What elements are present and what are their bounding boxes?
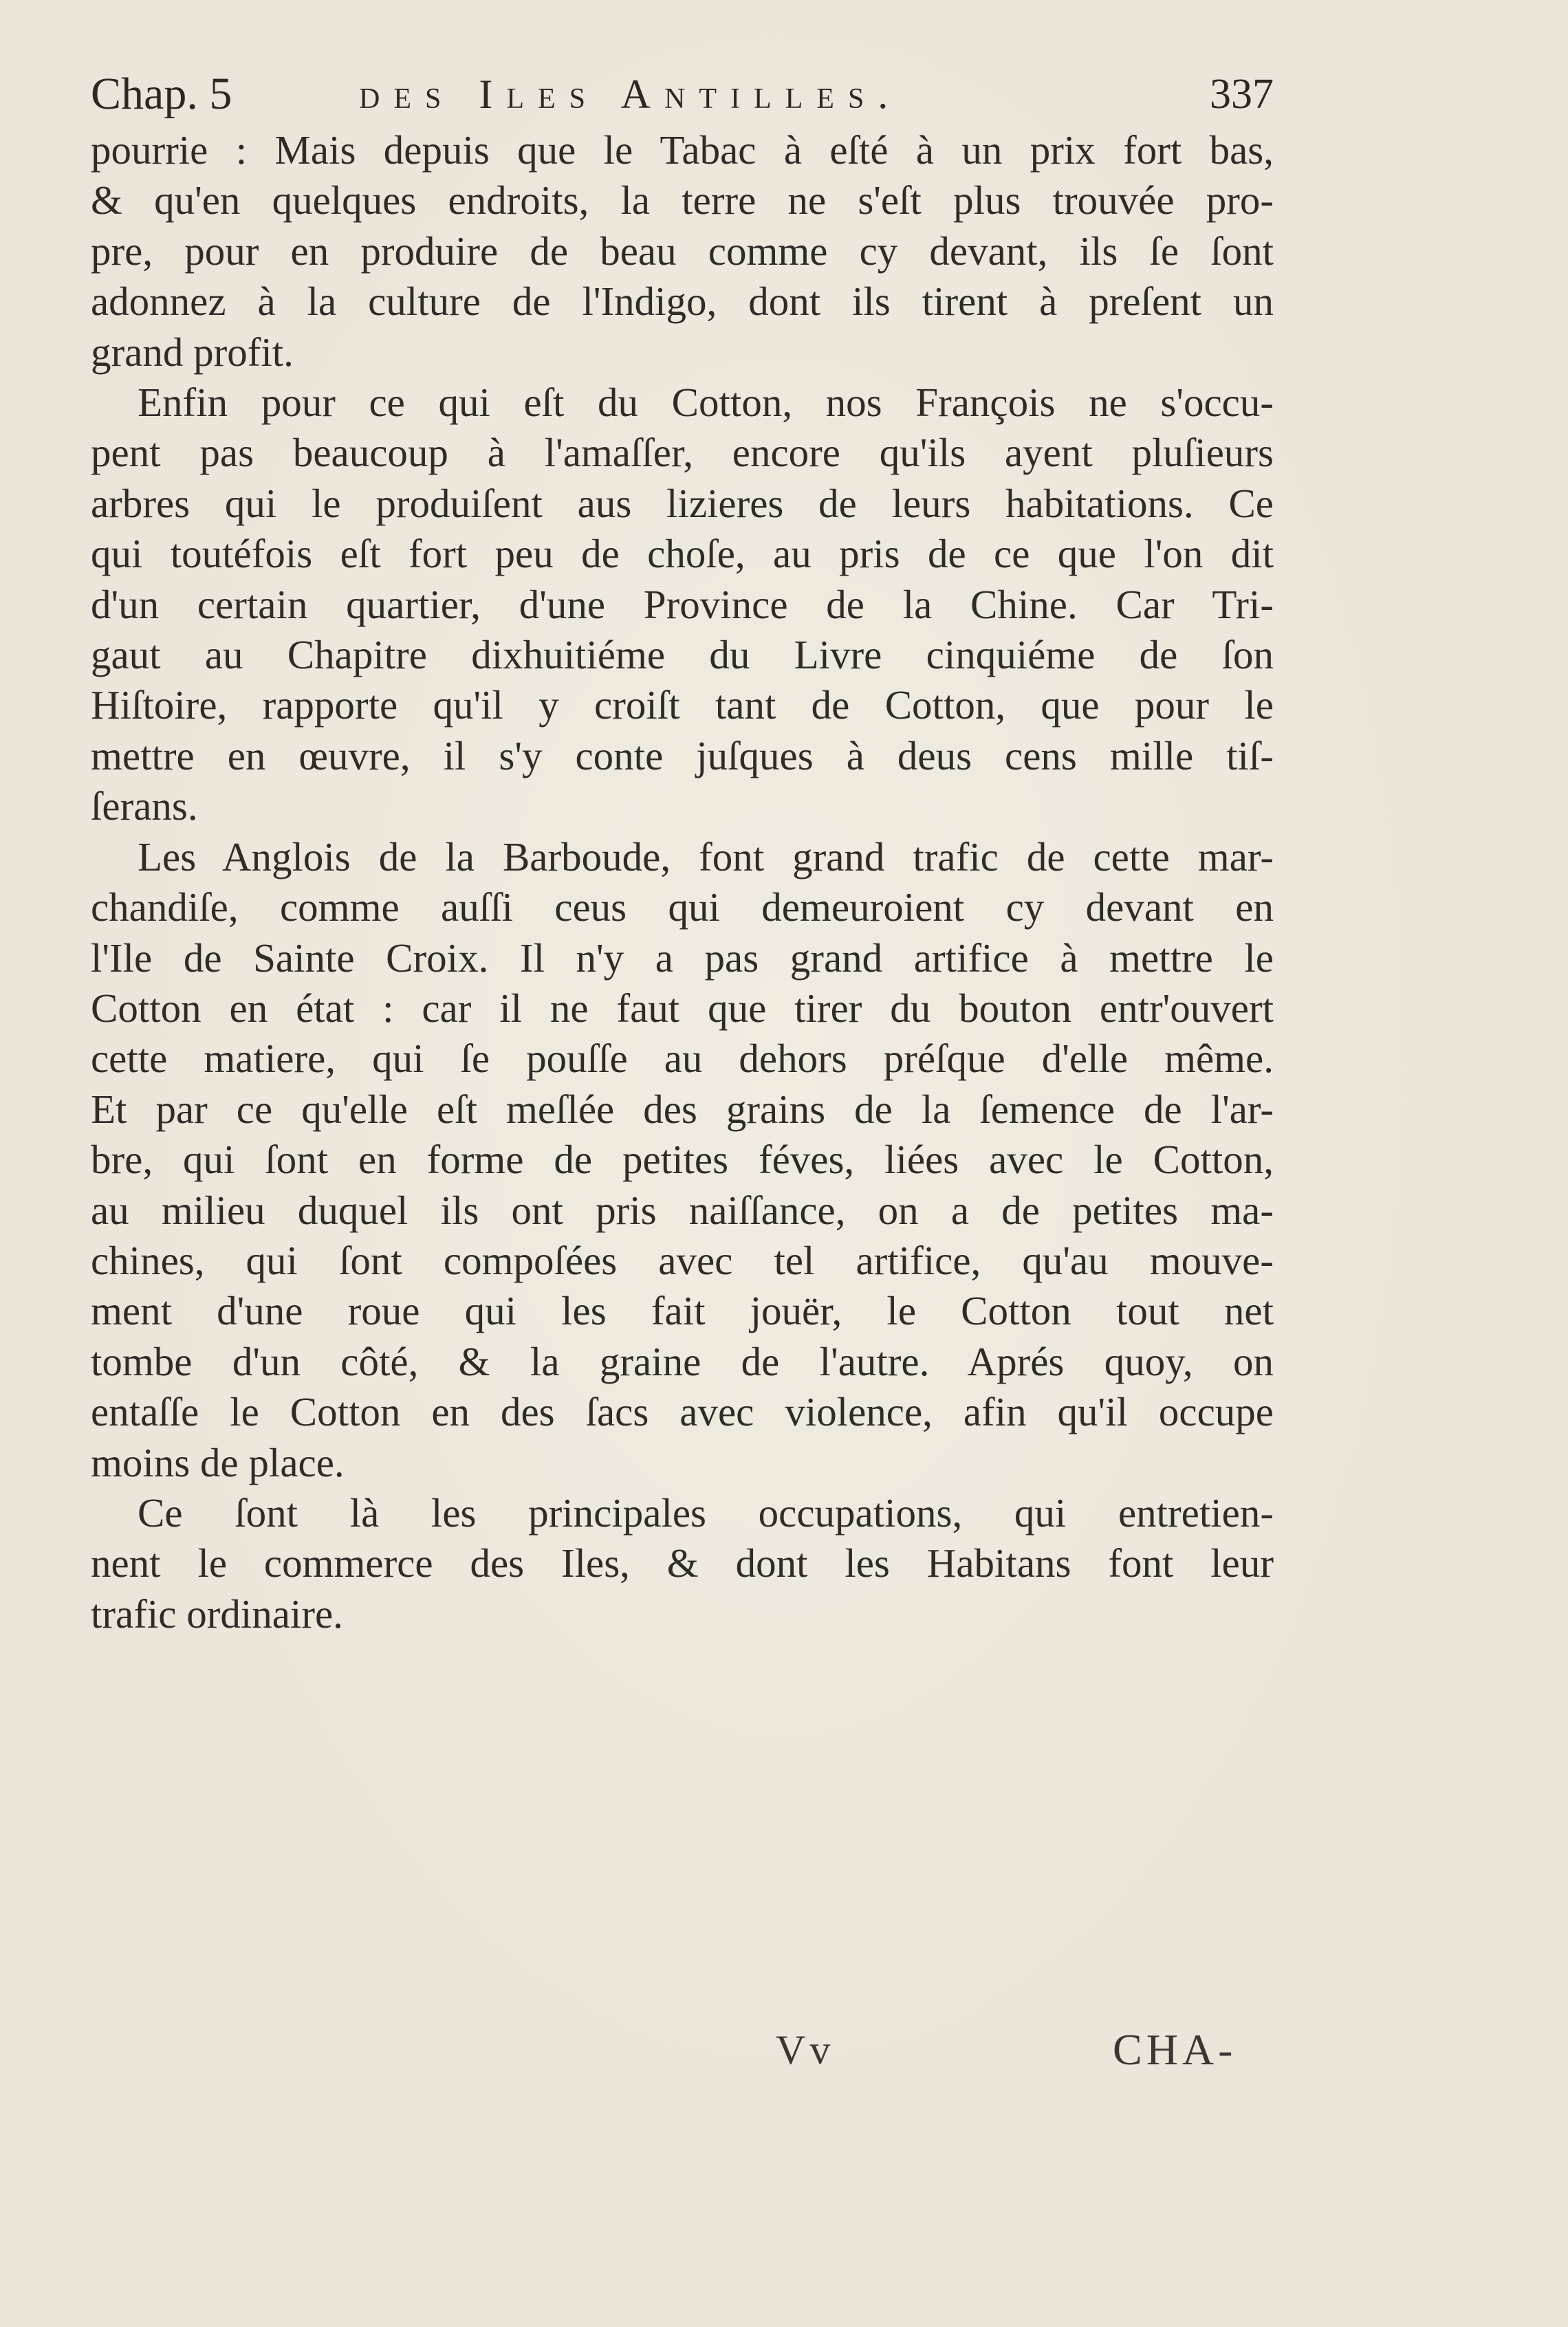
paragraph [91, 125, 1274, 378]
text-line: Et par ce qu'elle eſt meſlée des grains de la ſemence de l'ar- [91, 1086, 1274, 1132]
text-line: tombe d'un côté, & la graine de l'autre. Aprés quoy, on [91, 1338, 1274, 1384]
paragraph [91, 378, 1274, 832]
text-line: bre, qui ſont en forme de petites féves, liées avec le Cotton, [91, 1137, 1274, 1183]
text-line: qui toutéfois eſt fort peu de choſe, au pris de ce que l'on dit [91, 531, 1274, 577]
signature-mark: Vv [776, 2027, 835, 2073]
paragraph [91, 1488, 1274, 1639]
text-line: Hiſtoire, rapporte qu'il y croiſt tant de Cotton, que pour le [91, 682, 1274, 728]
text-line: Cotton en état : car il ne faut que tirer du bouton entr'ouvert [91, 985, 1274, 1031]
body-text [91, 125, 1274, 1639]
text-line: nent le commerce des Iles, & dont les Habitans font leur [91, 1540, 1274, 1586]
text-line: gaut au Chapitre dixhuitiéme du Livre cinquiéme de ſon [91, 632, 1274, 678]
text-line: l'Ile de Sainte Croix. Il n'y a pas grand artifice à mettre le [91, 935, 1274, 981]
running-head [91, 63, 1274, 125]
text-line: d'un certain quartier, d'une Province de la Chine. Car Tri- [91, 581, 1274, 627]
text-line: mettre en œuvre, il s'y conte juſques à deus cens mille tiſ- [91, 732, 1274, 778]
page-number: 337 [1210, 71, 1274, 118]
chapter-label: Chap. 5 [91, 69, 232, 119]
text-line: cette matiere, qui ſe pouſſe au dehors préſque d'elle même. [91, 1036, 1274, 1082]
running-title: des Iles Antilles. [359, 72, 902, 117]
catchword: CHA- [1113, 2025, 1237, 2074]
text-line: ment d'une roue qui les fait jouër, le Cotton tout net [91, 1288, 1274, 1334]
text-line: chandiſe, comme auſſi ceus qui demeuroient cy devant en [91, 884, 1274, 930]
text-line: arbres qui le produiſent aus lizieres de leurs habitations. Ce [91, 480, 1274, 526]
text-line: adonnez à la culture de l'Indigo, dont ils tirent à preſent un [91, 278, 1274, 325]
text-line: Enfin pour ce qui eſt du Cotton, nos François ne s'occu- [138, 380, 1274, 426]
page-footer [0, 2019, 1568, 2081]
text-line: pre, pour en produire de beau comme cy devant, ils ſe ſont [91, 228, 1274, 274]
paragraph [91, 832, 1274, 1488]
text-line: ſerans. [91, 783, 198, 829]
text-line: Les Anglois de la Barboude, font grand trafic de cette mar- [138, 833, 1274, 880]
text-line: pourrie : Mais depuis que le Tabac à eſté à un prix fort bas, [91, 127, 1274, 173]
text-line: chines, qui ſont compoſées avec tel artifice, qu'au mouve- [91, 1237, 1274, 1283]
text-line: moins de place. [91, 1439, 345, 1485]
text-line: Ce ſont là les principales occupations, qui entretien- [138, 1489, 1274, 1536]
text-line: pent pas beaucoup à l'amaſſer, encore qu'ils ayent pluſieurs [91, 430, 1274, 476]
text-line: trafic ordinaire. [91, 1591, 343, 1637]
text-line: & qu'en quelques endroits, la terre ne s'eſt plus trouvée pro- [91, 177, 1274, 223]
text-line: au milieu duquel ils ont pris naiſſance, on a de petites ma- [91, 1187, 1274, 1233]
text-line: entaſſe le Cotton en des ſacs avec violence, afin qu'il occupe [91, 1389, 1274, 1435]
text-line: grand profit. [91, 329, 294, 375]
